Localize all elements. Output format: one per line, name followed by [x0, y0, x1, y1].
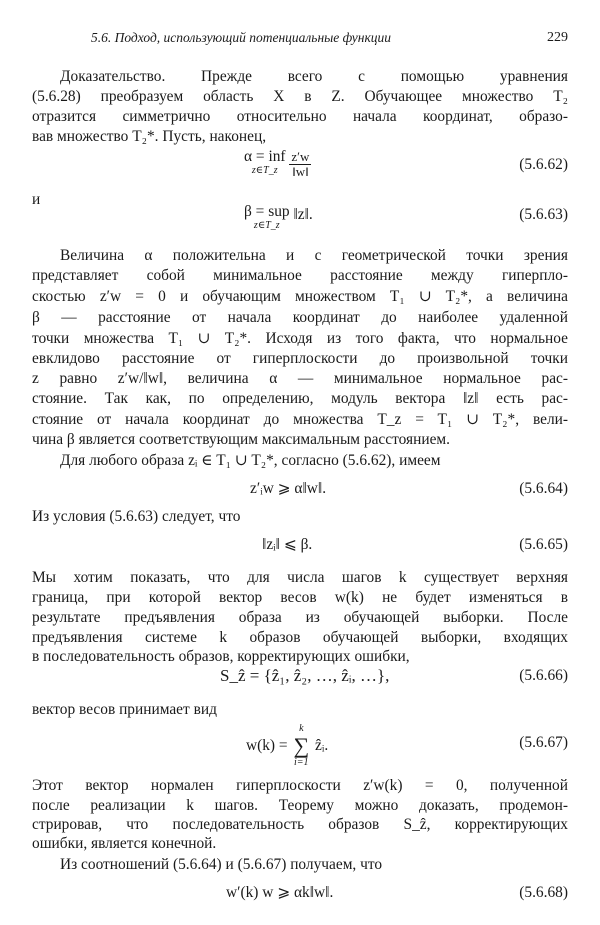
p2-line-3: скостью z′w = 0 и обучающим множеством T₁ ∪ T₂*, а величина — [32, 288, 568, 305]
eq63-rhs: ‖z‖. — [293, 206, 313, 223]
equation-5-6-63 — [244, 205, 313, 233]
equation-5-6-65: ‖zᵢ‖ ⩽ β. — [262, 536, 313, 553]
p2-line-8: стояние. Так как, по определению, модуль вектора ‖z‖ есть рас- — [32, 390, 568, 407]
p5-line-1: Мы хотим показать, что для числа шагов k существует верхняя — [32, 569, 568, 586]
p1-line-1: Доказательство. Прежде всего с помощью уравнения — [60, 68, 568, 85]
page-number: 229 — [547, 30, 568, 45]
p4-line-1: Из условия (5.6.63) следует, что — [32, 508, 241, 525]
equation-5-6-64: z′ᵢw ⩾ α‖w‖. — [250, 480, 327, 497]
p2-line-6: евклидово расстояние от гиперплоскости до произвольной точки — [32, 350, 568, 367]
p1-line-3: отразится симметрично относительно начала координат, образо- — [32, 108, 568, 125]
eq62-denominator: ‖w‖ — [292, 164, 309, 179]
equation-5-6-62 — [244, 150, 311, 179]
eq62-numerator: z′w — [291, 149, 310, 164]
p1-line-4: вав множество T₂*. Пусть, наконец, — [32, 128, 267, 145]
p5-line-4: предъявления системе k образов обучающей выборки, входящих — [32, 629, 568, 646]
p2-line-4: β — расстояние от начала координат до наиболее удаленной — [32, 309, 568, 326]
summation-sign: ∑ — [293, 733, 310, 758]
eq65-number: (5.6.65) — [519, 536, 568, 553]
p2-line-2: представляет собой минимальное расстояние между гиперпло- — [32, 267, 568, 284]
p2-line-7: z равно z′w/‖w‖, величина α — минимальное нормальное рас- — [32, 370, 568, 387]
equation-5-6-66: S_ẑ = {ẑ₁, ẑ₂, …, ẑᵢ, …}, — [220, 666, 390, 685]
p7-line-4: ошибки, является конечной. — [32, 835, 217, 852]
eq67-lhs: w(k) = — [246, 737, 288, 754]
equation-5-6-68: w′(k) w ⩾ αk‖w‖. — [226, 884, 334, 901]
p7-line-2: после реализации k шагов. Теорему можно доказать, продемон- — [32, 797, 568, 814]
eq62-number: (5.6.62) — [519, 156, 568, 173]
running-header: 5.6. Подход, использующий потенциальные функции — [90, 30, 392, 45]
p7-line-3: стрировав, что последовательность образов S_ẑ, корректирующих — [32, 816, 568, 833]
eq64-number: (5.6.64) — [519, 480, 568, 497]
eq63-sub: z∈T_z — [253, 220, 280, 231]
p2-line-5: точки множества T₁ ∪ T₂*. Исходя из того факта, что нормальное — [32, 330, 568, 347]
p2-line-10: чина β является соответствующим максимальным расстоянием. — [32, 431, 450, 448]
eq68-number: (5.6.68) — [519, 884, 568, 901]
p5-line-3: результате предъявления образа из обучающей выборки. После — [32, 609, 568, 626]
conjunction-and: и — [32, 191, 41, 208]
p1-line-2: (5.6.28) преобразуем область X в Z. Обучающее множество T₂ — [32, 88, 568, 105]
eq62-sub: z∈T_z — [251, 165, 278, 176]
eq67-upper-limit: k — [299, 723, 304, 734]
eq67-number: (5.6.67) — [519, 734, 568, 751]
eq67-lower-limit: i=1 — [294, 757, 309, 768]
p3-line-1: Для любого образа zᵢ ∈ T₁ ∪ T₂*, согласно (5.6.62), имеем — [60, 452, 441, 469]
eq66-number: (5.6.66) — [519, 667, 568, 684]
p5-line-2: граница, при которой вектор весов w(k) не будет изменяться в — [32, 589, 568, 606]
equation-5-6-67 — [246, 722, 328, 770]
eq62-lhs: α = inf — [244, 148, 286, 165]
p7-line-1: Этот вектор нормален гиперплоскости z′w(k) = 0, полученной — [32, 777, 568, 794]
p2-line-9: стояние от начала координат до множества T_z = T₁ ∪ T₂*, вели- — [32, 411, 568, 428]
p8-line-1: Из соотношений (5.6.64) и (5.6.67) получаем, что — [60, 856, 383, 873]
p2-line-1: Величина α положительна и с геометрической точки зрения — [60, 247, 568, 264]
eq63-lhs: β = sup — [244, 203, 290, 220]
p5-line-5: в последовательность образов, корректирующих ошибки, — [32, 648, 410, 665]
eq63-number: (5.6.63) — [519, 206, 568, 223]
eq67-term: ẑᵢ. — [315, 737, 329, 754]
p6-line-1: вектор весов принимает вид — [32, 701, 217, 718]
